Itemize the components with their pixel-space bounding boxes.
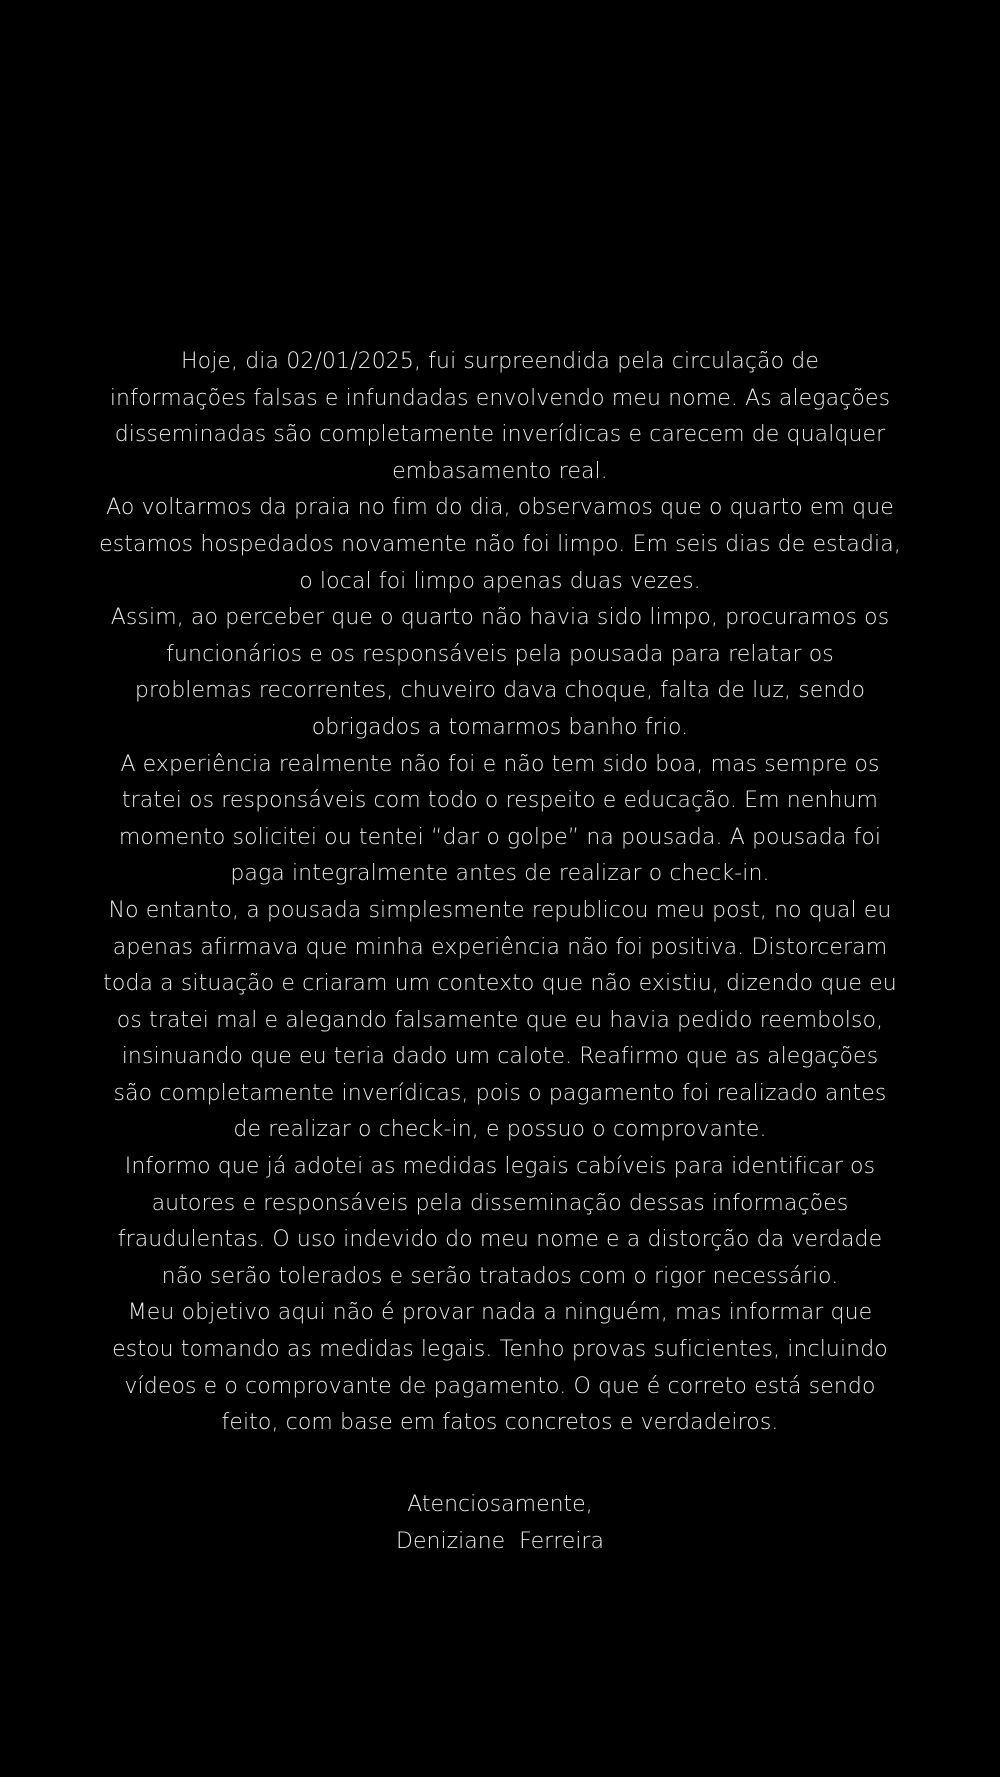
- paragraph-statement-intro: Hoje, dia 02/01/2025, fui surpreendida pela circulação de informações falsas e infundadas envolvendo meu nome. As alegações disseminadas são completamente inverídicas e carecem de qualquer embasamento real.: [109, 349, 891, 484]
- paragraph-experience: A experiência realmente não foi e não tem sido boa, mas sempre os tratei os responsáveis com todo o respeito e educação. Em nenhum momento solicitei ou tentei “dar o golpe” na pousada. A pousada foi paga integralmente antes de realizar o check-in.: [118, 751, 882, 887]
- paragraph-repost-distortion: No entanto, a pousada simplesmente republicou meu post, no qual eu apenas afirmava que minha experiência não foi positiva. Distorceram toda a situação e criaram um contexto que não existiu, dizendo que eu os tratei mal e alegando falsamente que eu havia pedido reembolso, insinuando que eu teria dado um calote. Reafirmo que as alegações são completamente inverídicas, pois o pagamento foi realizado antes de realizar o check-in, e possuo o comprovante.: [103, 897, 897, 1143]
- signoff: [0, 1487, 1000, 1560]
- signature-name: Deniziane Ferreira: [396, 1528, 604, 1554]
- paragraph-legal-measures: Informo que já adotei as medidas legais cabíveis para identificar os autores e responsáveis pela disseminação dessas informações fraudulentas. O uso indevido do meu nome e a distorção da verdade não serão tolerados e serão tratados com o rigor necessário.: [117, 1154, 883, 1289]
- paragraph-room-not-cleaned: Ao voltarmos da praia no fim do dia, observamos que o quarto em que estamos hospedados novamente não foi limpo. Em seis dias de estadia, o local foi limpo apenas duas vezes.: [99, 495, 901, 594]
- closing-text: Atenciosamente,: [407, 1492, 593, 1517]
- statement-body: [40, 344, 960, 1442]
- paragraph-objective: Meu objetivo aqui não é provar nada a ninguém, mas informar que estou tomando as medidas legais. Tenho provas suficientes, incluindo vídeos e o comprovante de pagamento. O que é correto está sendo feito, com base em fatos concretos e verdadeiros.: [112, 1300, 888, 1436]
- paragraph-problems-reported: Assim, ao perceber que o quarto não havia sido limpo, procuramos os funcionários e os responsáveis pela pousada para relatar os problemas recorrentes, chuveiro dava choque, falta de luz, sendo obrigados a tomarmos banho frio.: [110, 605, 890, 740]
